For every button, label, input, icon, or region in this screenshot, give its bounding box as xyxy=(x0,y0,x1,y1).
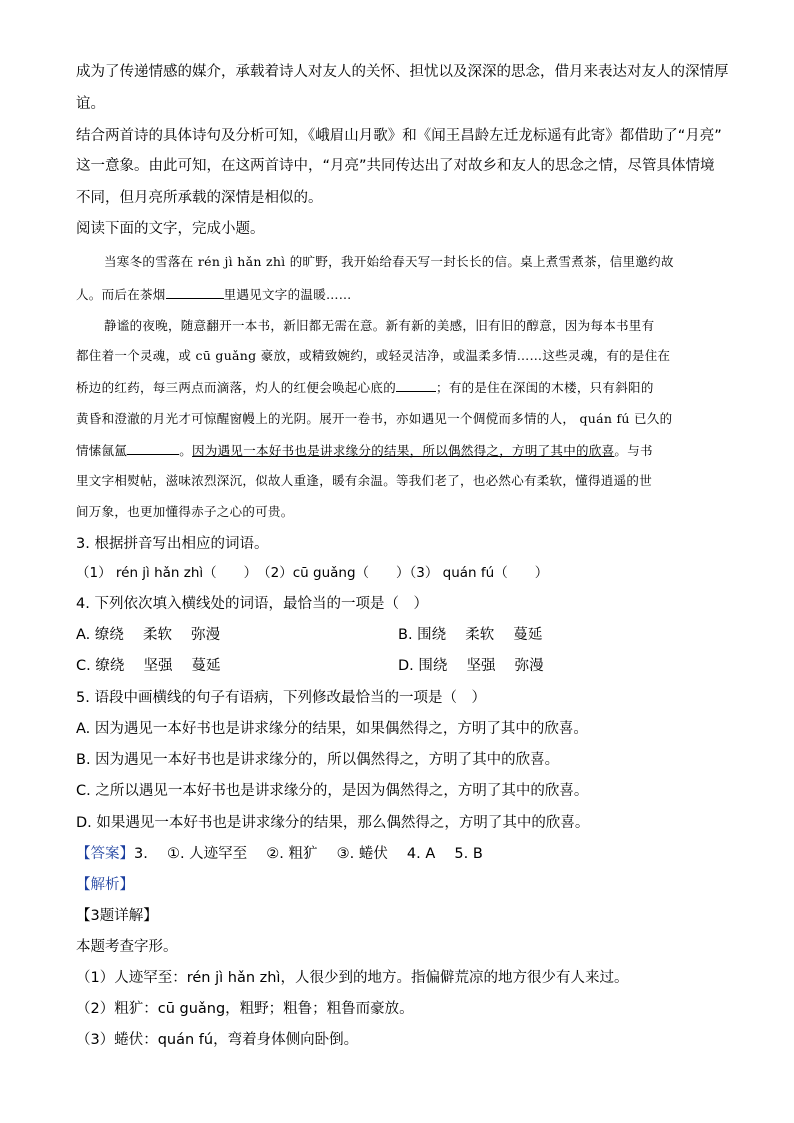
analysis-line-3: （2）粗犷：cū guǎng，粗野；粗鲁；粗鲁而豪放。 xyxy=(76,1001,414,1017)
passage-line-3: 静谧的夜晚，随意翻开一本书，新旧都无需在意。新有新的美感，旧有旧的醇意，因为每本书里有 xyxy=(104,318,655,333)
option-4c: C. 缭绕 坚强 蔓延 xyxy=(76,658,221,674)
passage-line-4: 都住着一个灵魂，或 cū guǎng 豪放，或精致婉约，或轻灵洁净，或温柔多情……这些灵魂，有的是住在 xyxy=(76,348,671,363)
passage-line-1: 当寒冬的雪落在 rén jì hǎn zhì 的旷野，我开始给春天写一封长长的信。桌上煮雪煮茶，信里邀约故 xyxy=(104,254,674,269)
passage-text: 。与书 xyxy=(614,443,653,458)
question-3-items: （1） rén jì hǎn zhì（ ） （2）cū guǎng（ ）（3） quán fú（ ） xyxy=(76,565,549,581)
passage-line-9: 间万象，也更加懂得赤子之心的可贵。 xyxy=(76,504,294,519)
intro-line-4: 这一意象。由此可知，在这两首诗中，“月亮”共同传达出了对故乡和友人的思念之情，尽管具体情境 xyxy=(76,158,715,174)
answer-line xyxy=(76,844,483,864)
underlined-sentence: 因为遇见一本好书也是讲求缘分的结果，所以偶然得之，方明了其中的欣喜 xyxy=(192,443,615,458)
option-4d: D. 围绕 坚强 弥漫 xyxy=(398,658,544,674)
question-5-title: 5. 语段中画横线的句子有语病，下列修改最恰当的一项是（ ） xyxy=(76,690,486,706)
question-4-title: 4. 下列依次填入横线处的词语，最恰当的一项是（ ） xyxy=(76,596,428,612)
analysis-line-4: （3）蜷伏：quán fú，弯着身体侧向卧倒。 xyxy=(76,1032,359,1048)
passage-line-2 xyxy=(76,284,352,305)
question-3-title: 3. 根据拼音写出相应的词语。 xyxy=(76,536,269,552)
reading-instruction: 阅读下面的文字，完成小题。 xyxy=(76,221,265,237)
passage-line-8: 里文字相熨帖，滋味浓烈深沉，似故人重逢，暖有余温。等我们老了，也必然心有柔软，懂得逍遥的世 xyxy=(76,473,653,488)
option-4a: A. 缭绕 柔软 弥漫 xyxy=(76,627,221,643)
analysis-line-2: （1）人迹罕至：rén jì hǎn zhì，人很少到的地方。指偏僻荒凉的地方很少有人来过。 xyxy=(76,970,629,986)
fill-blank-1 xyxy=(166,284,224,299)
analysis-label: 【解析】 xyxy=(76,877,134,893)
option-4b: B. 围绕 柔软 蔓延 xyxy=(398,627,543,643)
intro-line-2: 谊。 xyxy=(76,96,105,112)
passage-text: 。 xyxy=(179,443,193,458)
detail-title: 【3题详解】 xyxy=(76,908,158,924)
passage-line-6: 黄昏和澄澈的月光才可惊醒窗幔上的光阴。展开一卷书，亦如遇见一个倜傥而多情的人， quán fú 已久的 xyxy=(76,411,673,426)
option-5b: B. 因为遇见一本好书也是讲求缘分的，所以偶然得之，方明了其中的欣喜。 xyxy=(76,752,560,768)
intro-line-5: 不同，但月亮所承载的深情是相似的。 xyxy=(76,190,323,206)
option-5a: A. 因为遇见一本好书也是讲求缘分的结果，如果偶然得之，方明了其中的欣喜。 xyxy=(76,721,588,737)
analysis-line-1: 本题考查字形。 xyxy=(76,939,178,955)
passage-text: 人。而后在茶烟 xyxy=(76,287,166,302)
passage-text: 情愫氤氲 xyxy=(76,443,128,458)
fill-blank-2 xyxy=(396,377,436,392)
passage-line-7 xyxy=(76,440,653,461)
answer-text: 3. ①. 人迹罕至 ②. 粗犷 ③. 蜷伏 4. A 5. B xyxy=(134,846,483,862)
passage-line-5 xyxy=(76,377,654,398)
passage-text: 桥边的红药，每三两点而滴落，灼人的红便会唤起心底的 xyxy=(76,380,397,395)
intro-line-3: 结合两首诗的具体诗句及分析可知，《峨眉山月歌》和《闻王昌龄左迁龙标遥有此寄》都借助了“月亮” xyxy=(76,128,722,144)
answer-label: 【答案】 xyxy=(76,846,134,862)
passage-text: 里遇见文字的温暖…… xyxy=(223,287,352,302)
option-5c: C. 之所以遇见一本好书也是讲求缘分的，是因为偶然得之，方明了其中的欣喜。 xyxy=(76,783,589,799)
passage-text: ；有的是住在深闺的木楼，只有斜阳的 xyxy=(436,380,654,395)
intro-line-1: 成为了传递情感的媒介，承载着诗人对友人的关怀、担忧以及深深的思念，借月来表达对友人的深情厚 xyxy=(76,64,729,80)
fill-blank-3 xyxy=(127,440,179,455)
option-5d: D. 如果遇见一本好书也是讲求缘分的结果，那么偶然得之，方明了其中的欣喜。 xyxy=(76,815,590,831)
